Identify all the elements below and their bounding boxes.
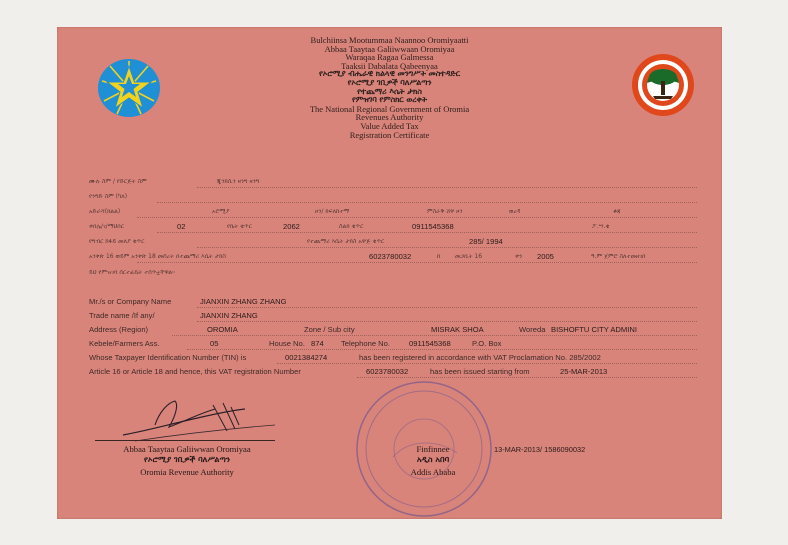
am-name-label: ሙሉ ስም / የድርጅት ስም xyxy=(89,178,147,185)
header-line-6: የኦሮሚያ ገቢዎች ባለሥልጣን xyxy=(347,78,432,87)
header-line-10: Revenues Authority xyxy=(355,112,424,123)
header-line-8: የምዝገባ የምስክር ወረቀት xyxy=(352,95,427,105)
am-from-label: ከ xyxy=(437,253,441,260)
en-kebele-label: Kebele/Farmers Ass. xyxy=(89,339,160,348)
am-region-label: አድራሻ(ክልል) xyxy=(89,208,121,215)
header-line-3: Waraqaa Ragaa Galmessa xyxy=(345,52,434,63)
en-address-label: Address (Region) xyxy=(89,325,149,334)
am-house-label: የቤት ቁጥር xyxy=(227,223,252,230)
header-line-5: የኦሮሚያ ብሔራዊ ክልላዊ መንግሥት መስተዳድር xyxy=(318,69,461,79)
am-law-value: 285/ 1994 xyxy=(469,237,503,246)
vat-registration-certificate xyxy=(57,27,722,519)
am-issued-text: ይህ የምዝገባ ሰርተፊኬት ተሰጥቷቸዋል። xyxy=(89,269,175,276)
header-line-1: Bulchiinsa Mootummaa Naannoo Oromiyaatti xyxy=(310,35,469,45)
en-woreda-label: Woreda xyxy=(519,325,546,334)
en-phone-label: Telephone No. xyxy=(341,339,390,348)
en-tin-value: 0021384274 xyxy=(285,353,328,362)
am-house-value: 2062 xyxy=(283,222,300,231)
am-region-value: ኦሮሚያ xyxy=(212,208,230,215)
en-name-value: JIANXIN ZHANG ZHANG xyxy=(200,297,287,306)
header-line-7: የተጨማሪ እሴት ታክስ xyxy=(357,86,422,96)
en-vat-value: 6023780032 xyxy=(366,367,409,376)
header-line-2: Abbaa Taaytaa Galiiwwaan Oromiyaa xyxy=(324,43,455,54)
am-article-text: አንቀጽ 16 ወይም አንቀጽ 18 መሰረት በተጨማሪ እሴት ታክስ xyxy=(89,253,226,260)
am-kebele-value: 02 xyxy=(177,222,186,231)
en-trade-value: JIANXIN ZHANG xyxy=(200,311,258,320)
am-woreda-value: ቆጃ xyxy=(613,208,621,215)
footer-right-line-3: Addis Ababa xyxy=(410,467,456,477)
header-line-9: The National Regional Government of Oromia xyxy=(309,103,470,114)
am-year-value: 2005 xyxy=(537,252,554,261)
am-town-label: ምስራቅ ሸዋ ዞን xyxy=(427,208,463,215)
am-kebele-label: ቀበሌ/ገ/ማህበር xyxy=(89,223,125,230)
am-reg-value: 6023780032 xyxy=(369,252,412,261)
am-name-value: ጂንክሲን ዛንግ ዛንግ xyxy=(217,178,260,185)
am-day-label: ቀን xyxy=(515,253,523,260)
en-tin-label: Whose Taxpayer Identification Number (TIN) is xyxy=(89,353,247,362)
en-issued-label: has been issued starting from xyxy=(430,367,530,376)
en-tin-tail: has been registered in accordance with VAT Proclamation No. 285/2002 xyxy=(359,353,601,362)
en-house-label: House No. xyxy=(269,339,305,348)
am-month-label: መጋቢት 16 xyxy=(455,253,483,260)
am-zone-label: ዞን/ ክፍለከተማ xyxy=(315,208,350,215)
en-name-label: Mr./s or Company Name xyxy=(89,297,172,306)
en-zone-label: Zone / Sub city xyxy=(304,325,355,334)
footer-right-line-2: አዲስ አበባ xyxy=(416,455,450,464)
header-line-4: Taaksii Dabalata Qabeenyaa xyxy=(341,60,438,71)
en-woreda-value: BISHOFTU CITY ADMINI xyxy=(551,325,637,334)
am-trade-label: የንግድ ስም (ካለ) xyxy=(89,193,128,200)
print-stamp: 13-MAR-2013/ 1586090032 xyxy=(494,445,586,454)
am-tin-label: የግብር ከፋይ መለያ ቁጥር xyxy=(89,238,145,245)
en-region-value: OROMIA xyxy=(207,325,238,334)
en-trade-label: Trade name /If any/ xyxy=(89,311,155,320)
am-phone-value: 0911545368 xyxy=(412,222,454,231)
header-line-12: Registration Certificate xyxy=(349,129,430,140)
footer-left-line-1: Abbaa Taaytaa Galiiwwan Oromiyaa xyxy=(123,444,251,454)
header-line-11: Value Added Tax xyxy=(360,121,419,131)
en-phone-value: 0911545368 xyxy=(409,339,451,348)
en-zone-value: MISRAK SHOA xyxy=(431,325,484,334)
footer-left-line-3: Oromia Revenue Authority xyxy=(140,467,234,477)
en-article-label: Article 16 or Article 18 and hence, this VAT registration Number xyxy=(89,367,301,376)
am-phone-label: ስልክ ቁጥር xyxy=(339,223,364,230)
footer-left-line-2: የኦሮሚያ ገቢዎች ባለሥልጣን xyxy=(143,455,231,464)
footer-right-line-1: Finfinnee xyxy=(416,444,450,454)
am-law-label: የተጨማሪ እሴት ታክስ አዋጅ ቁጥር xyxy=(307,238,385,245)
am-tail-text: ዓ.ም ጀምሮ ስለተመዘገበ xyxy=(591,253,646,260)
am-pobox-label: ፖ.ሣ.ቁ xyxy=(592,223,610,230)
am-woreda-label: ወረዳ xyxy=(509,208,521,215)
en-kebele-value: 05 xyxy=(210,339,219,348)
en-issued-value: 25-MAR-2013 xyxy=(560,367,608,376)
en-house-value: 874 xyxy=(311,339,324,348)
en-pobox-label: P.O. Box xyxy=(472,339,502,348)
